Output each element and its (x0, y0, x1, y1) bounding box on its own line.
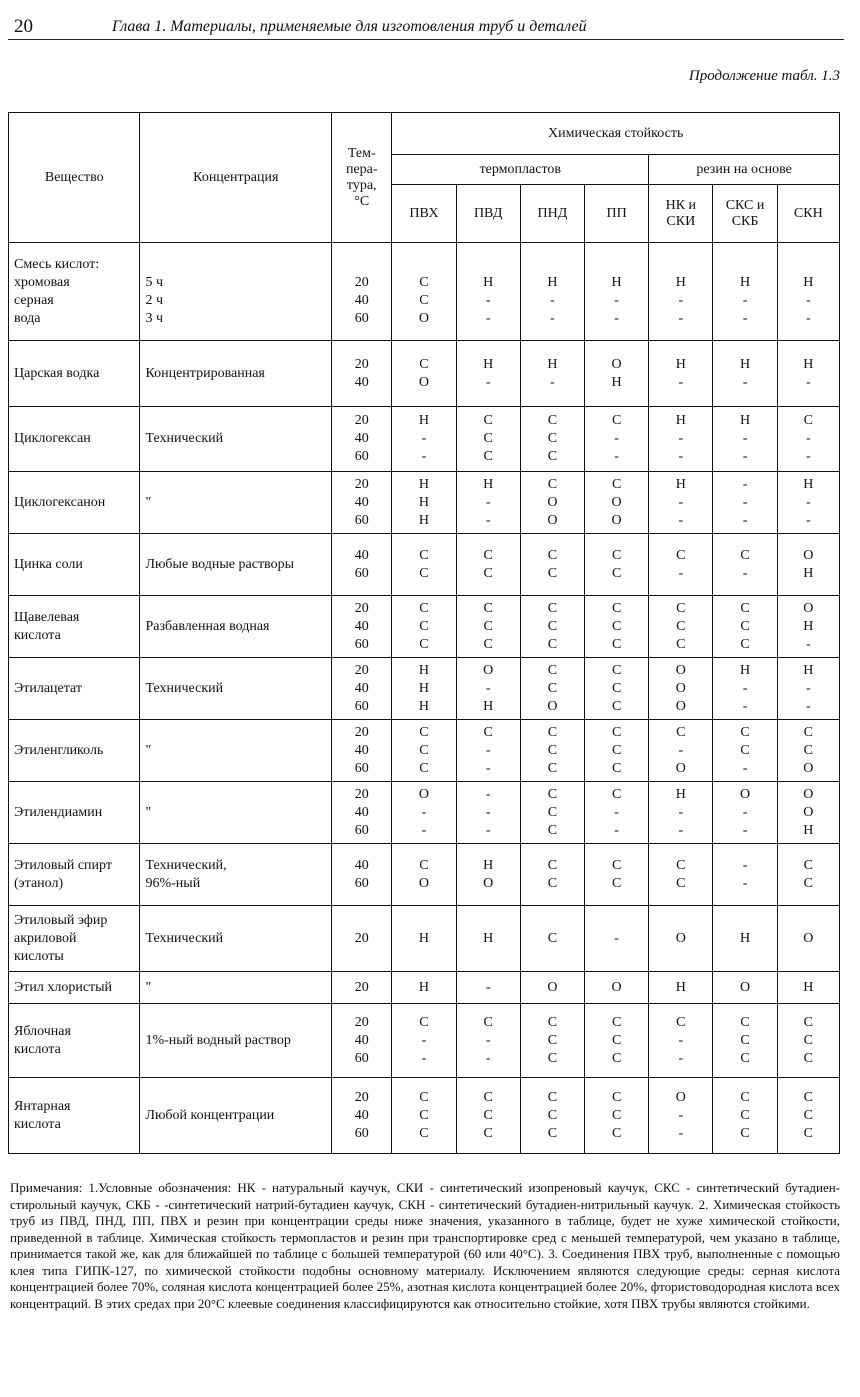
resistance-cell: С С С (392, 596, 456, 658)
concentration-cell: Технический (140, 658, 332, 720)
header-rule (8, 39, 844, 40)
resistance-cell: Н (392, 972, 456, 1004)
resistance-cell: С С С (585, 1078, 649, 1154)
resistance-cell: Н Н Н (392, 658, 456, 720)
resistance-cell: Н (456, 906, 520, 972)
temperature-cell: 20 40 60 (332, 1078, 392, 1154)
substance-cell: Этиловый эфир акриловой кислоты (9, 906, 140, 972)
resistance-cell: С - - (777, 407, 839, 472)
resistance-cell: Н - - (520, 243, 584, 341)
resistance-cell: О (520, 972, 584, 1004)
resistance-cell: Н - - (456, 472, 520, 534)
resistance-cell: Н - (777, 341, 839, 407)
concentration-cell: 5 ч 2 ч 3 ч (140, 243, 332, 341)
resistance-cell: С - (713, 534, 777, 596)
table-row (9, 844, 840, 906)
temperature-cell: 20 (332, 972, 392, 1004)
resistance-cell: Н - (713, 341, 777, 407)
substance-cell: Этилендиамин (9, 782, 140, 844)
resistance-cell: С С С (392, 1078, 456, 1154)
resistance-cell: О - - (713, 782, 777, 844)
page-number: 20 (14, 16, 33, 37)
concentration-cell: Технический (140, 906, 332, 972)
temperature-cell: 20 40 60 (332, 658, 392, 720)
resistance-cell: С С (456, 534, 520, 596)
resistance-cell: Н (392, 906, 456, 972)
table-row (9, 720, 840, 782)
resistance-cell: Н (649, 972, 713, 1004)
table-notes: Примечания: 1.Условные обозначения: НК - натуральный каучук, СКИ - синтетический изопреновый каучук, СКС - синтетический бутадиен-стирольный каучук, СКБ - -синтетический натрий-бутадиен каучук, СКН - синтетический бутадиен-нитрильный каучук. 2. Химическая стойкость труб из ПВД, ПНД, ПП, ПВХ и резин при концентрации среды ниже значения, указанного в таблице, будет не хуже химической стойкости, приведенной в таблице. Химическая стойкость термопластов и резин при транспортировке сред с меньшей температурой, чем указано в таблице, принимается такой же, как для ближайшей по таблице с большей температурой (60 или 40°С). 3. Соединения ПВХ труб, выполненные с помощью клея типа ГИПК-127, по химической стойкости подобны основному материалу. Исключением являются следующие среды: серная кислота концентрацией более 70%, соляная кислота концентрацией более 25%, азотная кислота концентрацией более 20%, фтористоводородная кислота всех концентраций. В этих средах при 20°С клеевые соединения классифицируются как относительно стойкие, хотя ПВХ трубы являются стойкими. (10, 1180, 840, 1311)
resistance-cell: Н - - (585, 243, 649, 341)
table-row (9, 972, 840, 1004)
resistance-cell: С С С (520, 720, 584, 782)
resistance-cell: - - - (713, 472, 777, 534)
concentration-cell: " (140, 472, 332, 534)
resistance-cell: Н - (520, 341, 584, 407)
concentration-cell: 1%-ный водный раствор (140, 1004, 332, 1078)
resistance-cell: - (456, 972, 520, 1004)
resistance-cell: Н О (456, 844, 520, 906)
table-row (9, 596, 840, 658)
resistance-cell: С С (392, 534, 456, 596)
resistance-cell: С С С (713, 596, 777, 658)
header-thermoplastics: термопластов (392, 155, 649, 185)
resistance-cell: О Н - (777, 596, 839, 658)
substance-cell: Циклогексан (9, 407, 140, 472)
table-row (9, 906, 840, 972)
resistance-cell: О (777, 906, 839, 972)
header-col-pvh: ПВХ (392, 185, 456, 243)
resistance-cell: С С (520, 844, 584, 906)
resistance-cell: С С (520, 534, 584, 596)
table-row (9, 658, 840, 720)
resistance-cell: С С - (713, 720, 777, 782)
resistance-cell: О - - (649, 1078, 713, 1154)
concentration-cell: " (140, 720, 332, 782)
resistance-cell: О - Н (456, 658, 520, 720)
temperature-cell: 20 40 60 (332, 596, 392, 658)
resistance-cell: О (585, 972, 649, 1004)
resistance-cell: С С О (520, 658, 584, 720)
resistance-cell: О О Н (777, 782, 839, 844)
resistance-cell: С - - (649, 1004, 713, 1078)
resistance-cell: - - (713, 844, 777, 906)
resistance-cell: Н - - (649, 782, 713, 844)
table-continuation-label: Продолжение табл. 1.3 (688, 68, 840, 84)
resistance-cell: Н (713, 906, 777, 972)
resistance-cell: - (585, 906, 649, 972)
header-col-pnd: ПНД (520, 185, 584, 243)
resistance-cell: С С С (520, 1078, 584, 1154)
header-temperature: Тем- пера- тура, °С (332, 113, 392, 243)
temperature-cell: 20 40 60 (332, 1004, 392, 1078)
resistance-cell: С - - (456, 1004, 520, 1078)
concentration-cell: " (140, 972, 332, 1004)
substance-cell: Этиленгликоль (9, 720, 140, 782)
resistance-cell: С С С (520, 407, 584, 472)
temperature-cell: 20 40 60 (332, 407, 392, 472)
resistance-cell: О О О (649, 658, 713, 720)
resistance-cell: С С С (520, 1004, 584, 1078)
resistance-cell: С С С (713, 1078, 777, 1154)
table-row (9, 534, 840, 596)
header-col-sks-skb: СКС и СКБ (713, 185, 777, 243)
header-col-skn: СКН (777, 185, 839, 243)
temperature-cell: 20 40 60 (332, 472, 392, 534)
resistance-cell: С О О (585, 472, 649, 534)
resistance-cell: С С О (392, 243, 456, 341)
concentration-cell: Технический (140, 407, 332, 472)
temperature-cell: 20 (332, 906, 392, 972)
concentration-cell: " (140, 782, 332, 844)
resistance-cell: Н - - (713, 243, 777, 341)
substance-cell: Этилацетат (9, 658, 140, 720)
resistance-cell: Н - - (649, 407, 713, 472)
resistance-cell: С С О (777, 720, 839, 782)
table-row (9, 782, 840, 844)
substance-cell: Смесь кислот: хромовая серная вода (9, 243, 140, 341)
resistance-cell: Н - - (649, 243, 713, 341)
table-row (9, 1078, 840, 1154)
resistance-cell: Н - - (456, 243, 520, 341)
resistance-cell: Н (777, 972, 839, 1004)
resistance-cell: С С (777, 844, 839, 906)
resistance-cell: Н - - (713, 658, 777, 720)
resistance-cell: С - - (585, 407, 649, 472)
header-col-pp: ПП (585, 185, 649, 243)
resistance-cell: С О О (520, 472, 584, 534)
resistance-cell: - - - (456, 782, 520, 844)
substance-cell: Щавелевая кислота (9, 596, 140, 658)
substance-cell: Циклогексанон (9, 472, 140, 534)
resistance-cell: Н - - (649, 472, 713, 534)
resistance-cell: Н - - (777, 658, 839, 720)
resistance-cell: О (713, 972, 777, 1004)
temperature-cell: 20 40 60 (332, 782, 392, 844)
concentration-cell: Любые водные растворы (140, 534, 332, 596)
resistance-cell: С С С (649, 596, 713, 658)
substance-cell: Цинка соли (9, 534, 140, 596)
resistance-cell: Н - - (777, 472, 839, 534)
concentration-cell: Любой концентрации (140, 1078, 332, 1154)
concentration-cell: Разбавленная водная (140, 596, 332, 658)
resistance-cell: С С С (585, 720, 649, 782)
substance-cell: Царская водка (9, 341, 140, 407)
resistance-cell: Н - - (392, 407, 456, 472)
table-body (9, 243, 840, 1154)
page-header (8, 10, 844, 40)
concentration-cell: Концентрированная (140, 341, 332, 407)
resistance-cell: О - - (392, 782, 456, 844)
resistance-cell: С С С (456, 407, 520, 472)
temperature-cell: 20 40 (332, 341, 392, 407)
resistance-cell: С С С (520, 596, 584, 658)
substance-cell: Этил хлористый (9, 972, 140, 1004)
resistance-cell: С С С (585, 1004, 649, 1078)
resistance-cell: С С (585, 844, 649, 906)
temperature-cell: 20 40 60 (332, 720, 392, 782)
concentration-cell: Технический, 96%-ный (140, 844, 332, 906)
resistance-cell: Н - (456, 341, 520, 407)
resistance-cell: С С С (777, 1078, 839, 1154)
temperature-cell: 20 40 60 (332, 243, 392, 341)
resistance-cell: С (520, 906, 584, 972)
substance-cell: Этиловый спирт (этанол) (9, 844, 140, 906)
resistance-cell: С С С (456, 1078, 520, 1154)
header-col-pvd: ПВД (456, 185, 520, 243)
header-col-nk-ski: НК и СКИ (649, 185, 713, 243)
table-row (9, 472, 840, 534)
table-row (9, 243, 840, 341)
resistance-cell: Н - (649, 341, 713, 407)
temperature-cell: 40 60 (332, 844, 392, 906)
resistance-cell: С О (392, 341, 456, 407)
running-title: Глава 1. Материалы, применяемые для изготовления труб и деталей (112, 18, 587, 35)
resistance-cell: С - (649, 534, 713, 596)
resistance-cell: Н - - (777, 243, 839, 341)
resistance-cell: С - - (585, 782, 649, 844)
table-row (9, 341, 840, 407)
substance-cell: Янтарная кислота (9, 1078, 140, 1154)
resistance-cell: С - - (456, 720, 520, 782)
resistance-cell: С С (649, 844, 713, 906)
substance-cell: Яблочная кислота (9, 1004, 140, 1078)
header-rubbers: резин на основе (649, 155, 840, 185)
resistance-cell: С С С (392, 720, 456, 782)
resistance-cell: С С С (777, 1004, 839, 1078)
resistance-cell: С С С (456, 596, 520, 658)
resistance-cell: Н - - (713, 407, 777, 472)
resistance-cell: С С С (713, 1004, 777, 1078)
resistance-cell: Н Н Н (392, 472, 456, 534)
resistance-cell: С - - (392, 1004, 456, 1078)
resistance-cell: С С (585, 534, 649, 596)
table-row (9, 407, 840, 472)
header-substance: Вещество (9, 113, 140, 243)
resistance-cell: О (649, 906, 713, 972)
temperature-cell: 40 60 (332, 534, 392, 596)
table-row (9, 1004, 840, 1078)
resistance-cell: О Н (585, 341, 649, 407)
resistance-cell: С - О (649, 720, 713, 782)
resistance-cell: О Н (777, 534, 839, 596)
chemical-resistance-table (8, 112, 840, 1154)
resistance-cell: С С С (585, 658, 649, 720)
resistance-cell: С С С (520, 782, 584, 844)
resistance-cell: С С С (585, 596, 649, 658)
resistance-cell: С О (392, 844, 456, 906)
header-concentration: Концентрация (140, 113, 332, 243)
header-chem-resistance: Химическая стойкость (392, 113, 840, 155)
